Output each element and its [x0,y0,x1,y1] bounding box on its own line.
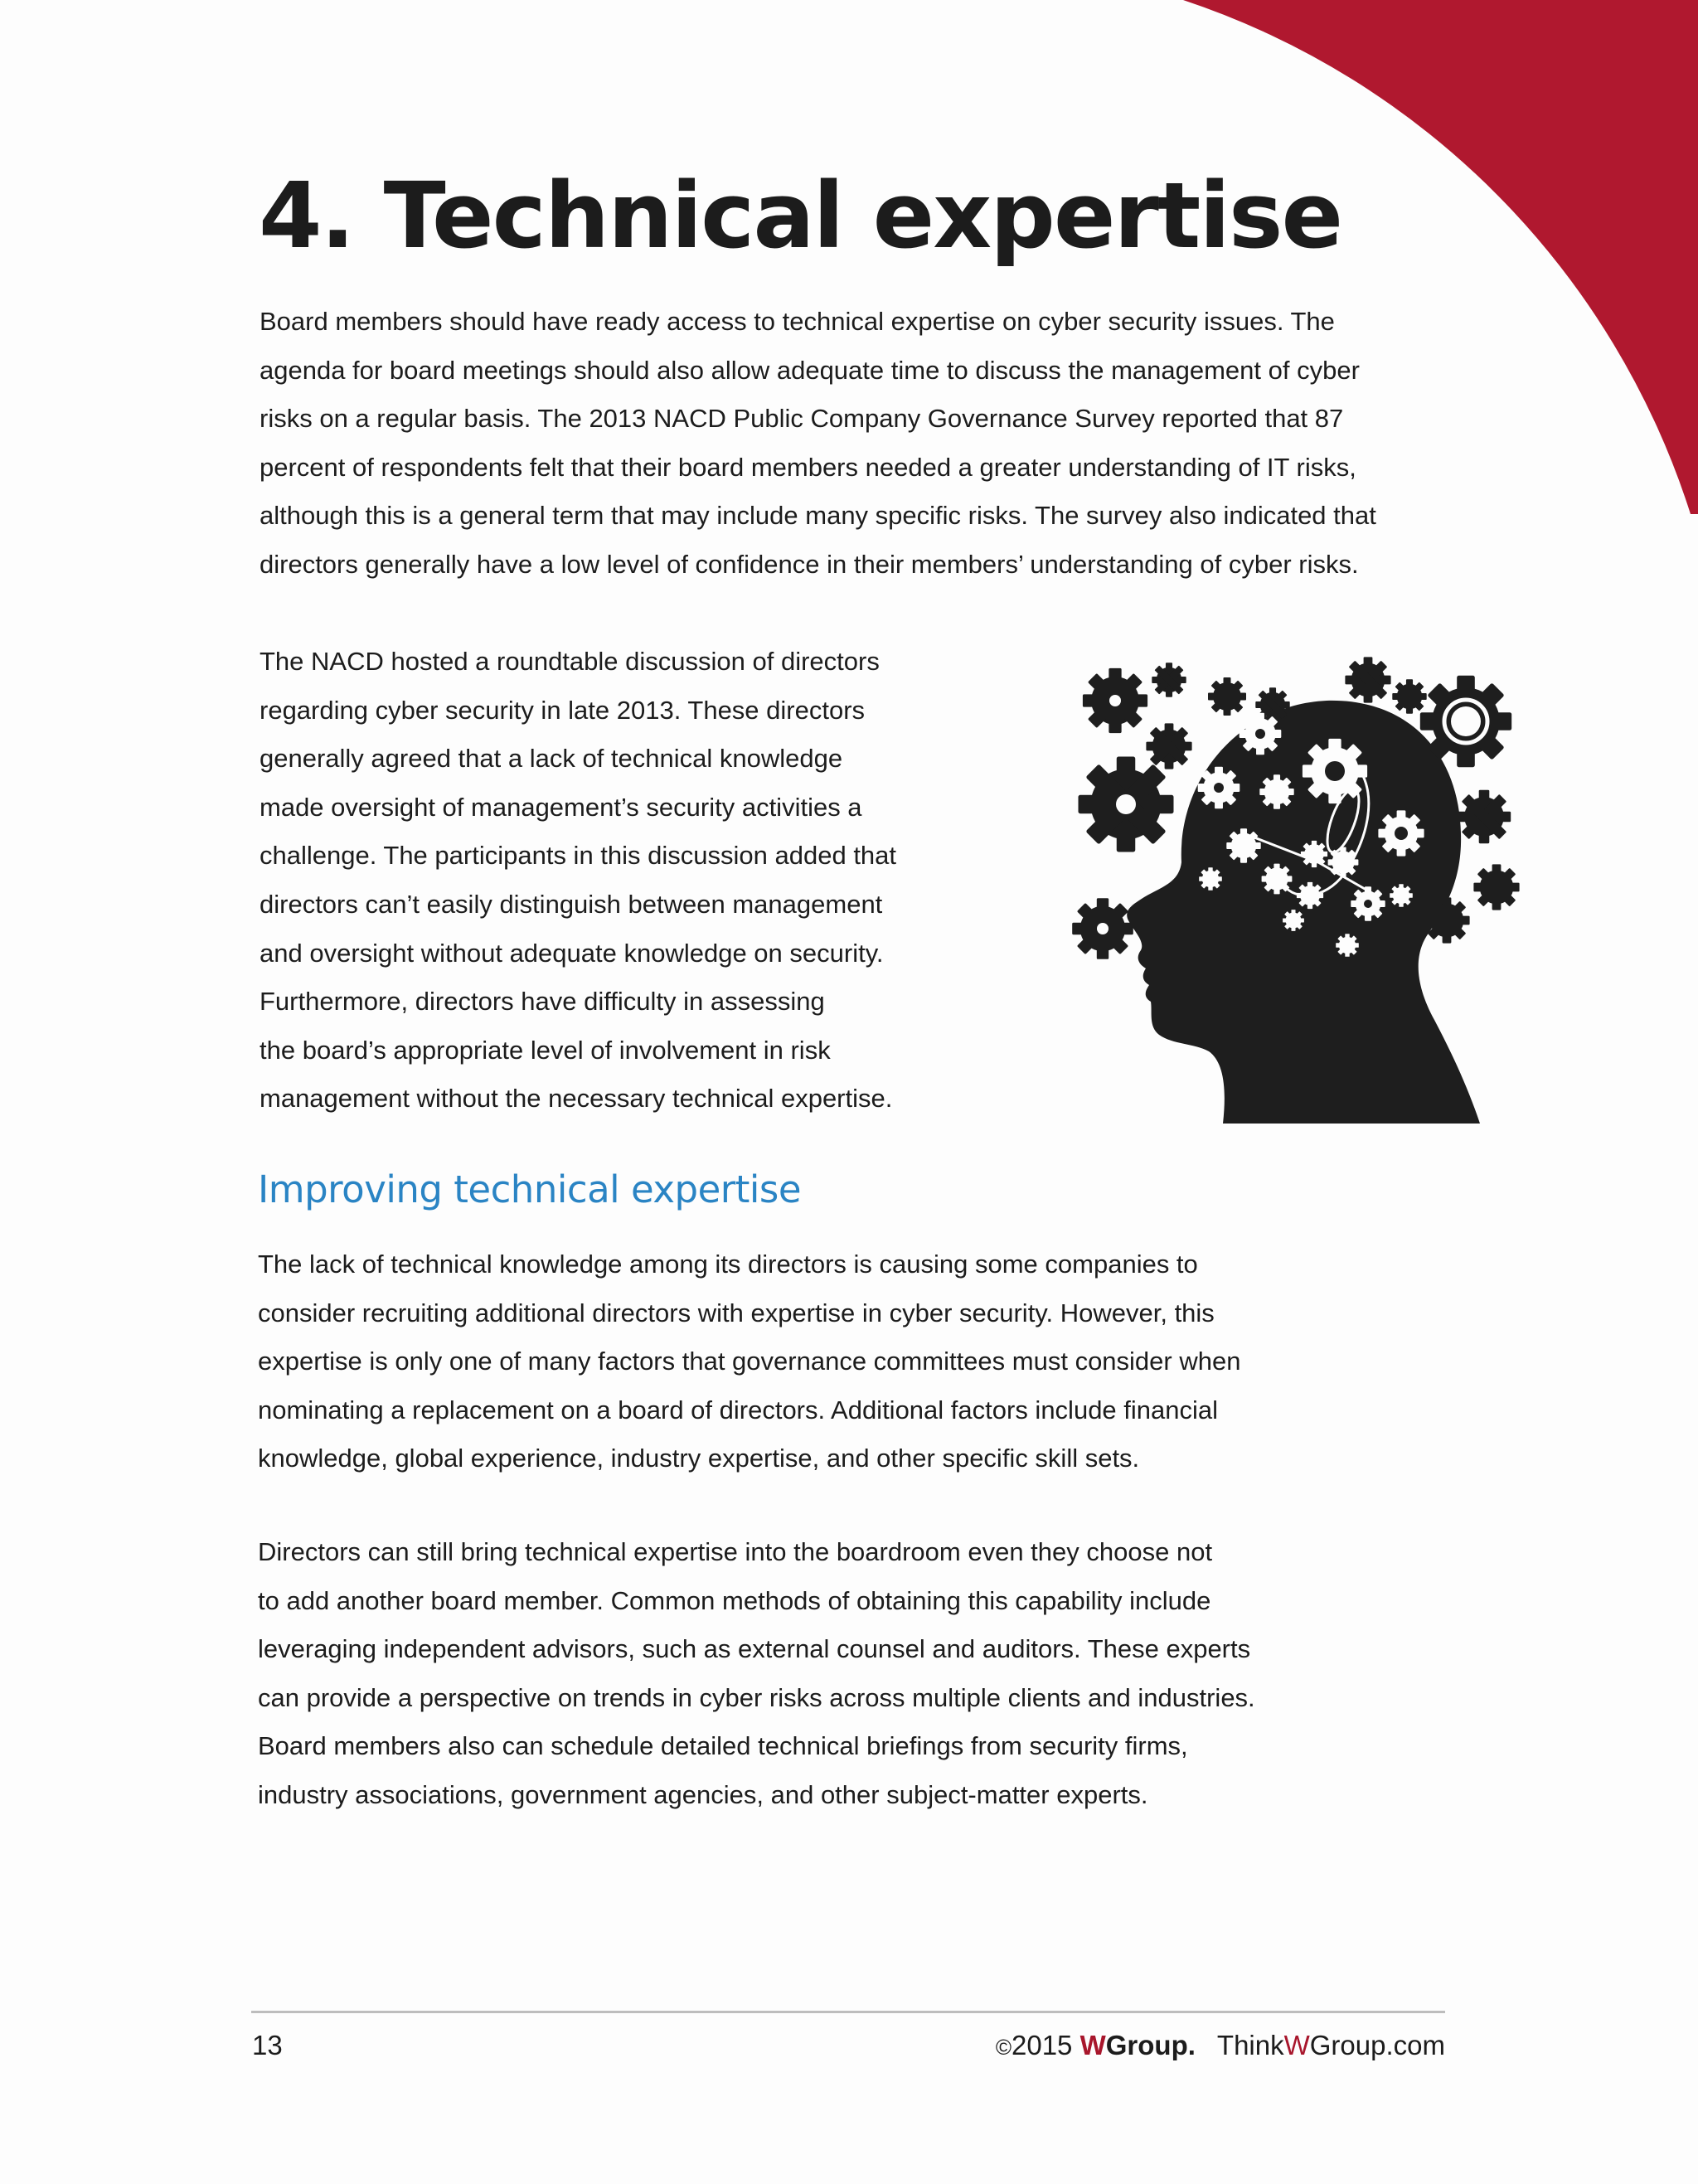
footer-divider [251,2011,1445,2013]
copyright-year: 2015 [1012,2030,1073,2060]
intro-paragraph [260,298,1376,590]
site-prefix: Think [1216,2030,1284,2060]
paragraph-line: directors generally have a low level of confidence in their members’ understanding of cyber risks. [260,549,1359,579]
paragraph-line: made oversight of management’s security activities a [260,792,862,822]
page-title: 4. Technical expertise [259,163,1342,269]
paragraph-line: agenda for board meetings should also allow adequate time to discuss the management of cyber [260,355,1360,385]
paragraph-line: Directors can still bring technical expertise into the boardroom even they choose not [258,1537,1213,1566]
paragraph-line: The NACD hosted a roundtable discussion of directors [260,647,880,676]
footer-copyright [996,2030,1445,2061]
paragraph-line: to add another board member. Common methods of obtaining this capability include [258,1585,1211,1615]
advisors-paragraph [258,1528,1255,1820]
paragraph-line: challenge. The participants in this discussion added that [260,841,897,871]
paragraph-line: expertise is only one of many factors that governance committees must consider when [258,1347,1241,1376]
section-subheading: Improving technical expertise [258,1167,802,1211]
paragraph-line: management without the necessary technical expertise. [260,1084,893,1114]
paragraph-line: Board members should have ready access to technical expertise on cyber security issues. The [260,307,1335,336]
site-suffix: Group.com [1309,2030,1445,2060]
paragraph-line: risks on a regular basis. The 2013 NACD Public Company Governance Survey reported that 87 [260,404,1344,434]
paragraph-line: directors can’t easily distinguish between management [260,889,883,919]
paragraph-line: leveraging independent advisors, such as external counsel and auditors. These experts [258,1634,1251,1664]
paragraph-line: nominating a replacement on a board of directors. Additional factors include financial [258,1395,1219,1424]
paragraph-line: consider recruiting additional directors with expertise in cyber security. However, this [258,1298,1215,1327]
paragraph-line: generally agreed that a lack of technical knowledge [260,744,843,774]
paragraph-line: Furthermore, directors have difficulty in assessing [260,987,825,1017]
recruiting-paragraph [258,1240,1240,1483]
paragraph-line: The lack of technical knowledge among its directors is causing some companies to [258,1250,1198,1279]
paragraph-line: Board members also can schedule detailed technical briefings from security firms, [258,1731,1188,1761]
paragraph-line: knowledge, global experience, industry expertise, and other specific skill sets. [258,1444,1140,1473]
page-number: 13 [252,2030,283,2060]
paragraph-line: and oversight without adequate knowledge on security. [260,938,884,968]
brand-name: Group. [1105,2030,1196,2060]
paragraph-line: industry associations, government agencies, and other subject-matter experts. [258,1779,1148,1809]
copyright-symbol: © [995,2035,1012,2060]
paragraph-line: regarding cyber security in late 2013. These directors [260,695,866,725]
paragraph-line: can provide a perspective on trends in cyber risks across multiple clients and industries. [258,1682,1255,1712]
brand-w: W [1079,2030,1106,2060]
paragraph-line: although this is a general term that may include many specific risks. The survey also indicated that [260,501,1376,531]
head-with-gears-icon [1070,655,1534,1124]
roundtable-paragraph [260,638,896,1124]
site-w: W [1283,2030,1310,2060]
paragraph-line: the board’s appropriate level of involvement in risk [260,1035,831,1065]
paragraph-line: percent of respondents felt that their board members needed a greater understanding of IT risks, [260,452,1356,482]
